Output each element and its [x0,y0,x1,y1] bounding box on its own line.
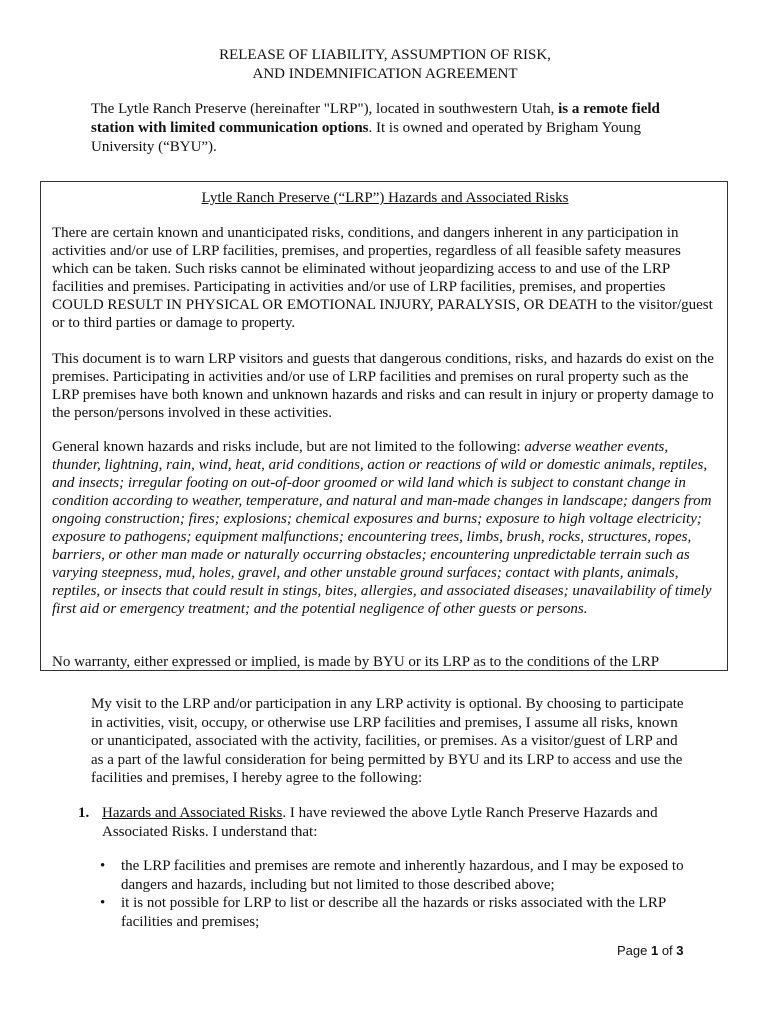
intro-paragraph [91,100,671,157]
hazards-paragraph-1: There are certain known and unanticipated risks, conditions, and dangers inherent in any participation in activities and/or use of LRP facilities, premises, and properties, regardless of all feasible safety measures which can be taken. Such risks cannot be eliminated without jeopardizing access to and use of the LRP facilities and premises. Participating in activities and/or use of LRP facilities, premises, and properties COULD RESULT IN PHYSICAL OR EMOTIONAL INJURY, PARALYSIS, OR DEATH to the visitor/guest or to third parties or damage to property. [52,225,713,331]
hazards-paragraph-2: This document is to warn LRP visitors and guests that dangerous conditions, risks, and hazards do exist on the premises. Participating in activities and/or use of LRP facilities and premises on rural property such as the LRP premises have both known and unknown hazards and risks and can result in injury or property damage to the person/persons involved in these activities. [52,351,714,421]
intro-bold-text: is a remote field station with limited communication options [91,101,660,136]
list-item [96,857,686,894]
hazards-paragraph-4: No warranty, either expressed or implied, is made by BYU or its LRP as to the conditions of the LRP [52,654,660,670]
numbered-item-1 [78,804,688,841]
bullet-text: it is not possible for LRP to list or describe all the hazards or risks associated with the LRP facilities and premises; [121,895,666,930]
current-page: 1 [650,943,659,958]
hazards-list-italic: adverse weather events, thunder, lightning, rain, wind, heat, arid conditions, action or reactions of wild or domestic animals, reptiles, and insects; irregular footing on out-of-door groomed or wild land which is subject to constant change in condition according to weather, temperature, and natural and man-made changes in landscape; dangers from ongoing construction; fires; explosions; chemical exposures and burns; exposure to high voltage electricity; exposure to pathogens; equipment malfunctions; encountering trees, limbs, brush, rocks, structures, ropes, barriers, or other man made or naturally occurring obstacles; encountering unpredictable terrain such as varying steepness, mud, holes, gravel, and other unstable ground surfaces; contact with plants, animals, reptiles, or insects that could result in stings, bites, allergies, and associated diseases; unavailability of timely first aid or emergency treatment; and the potential negligence of other guests or persons. [52,439,712,617]
item-number: 1. [78,805,90,821]
bullet-text: the LRP facilities and premises are remote and inherently hazardous, and I may be exposed to dangers and hazards, including but not limited to those described above; [121,858,684,893]
hazards-box [40,181,728,671]
agreement-paragraph: My visit to the LRP and/or participation in any LRP activity is optional. By choosing to participate in activities, visit, occupy, or otherwise use LRP facilities and premises, I assume all risks, known or unanticipated, associated with the activity, facilities, or premises. As a visitor/guest of LRP and as a part of the lawful consideration for being permitted by BYU and its LRP to access and use the facilities and premises, I hereby agree to the following: [91,696,684,786]
bullet-icon: • [100,895,106,911]
hazards-paragraph-3 [52,438,717,618]
page-label: Page [617,943,651,958]
page-number [617,943,684,959]
of-label: of [658,943,677,958]
intro-text-2: . It is owned and operated by Brigham Young University (“BYU”). [91,120,641,155]
hazards-box-title: Lytle Ranch Preserve (“LRP”) Hazards and Associated Risks [201,190,569,206]
item-1-heading: Hazards and Associated Risks [102,805,283,821]
hazards-list-lead: General known hazards and risks include, but are not limited to the following: [52,439,525,455]
intro-text-1: The Lytle Ranch Preserve (hereinafter "LRP"), located in southwestern Utah, [91,101,559,117]
bullet-icon: • [100,858,106,874]
document-title [0,46,770,84]
total-pages: 3 [676,943,684,958]
title-line-2: AND INDEMNIFICATION AGREEMENT [252,66,518,82]
item-1-body: . I have reviewed the above Lytle Ranch Preserve Hazards and Associated Risks. I understand that: [102,805,658,840]
item-1-text [102,804,688,841]
title-line-1: RELEASE OF LIABILITY, ASSUMPTION OF RISK, [219,47,551,63]
bullet-list [96,857,686,931]
list-item [96,894,686,931]
